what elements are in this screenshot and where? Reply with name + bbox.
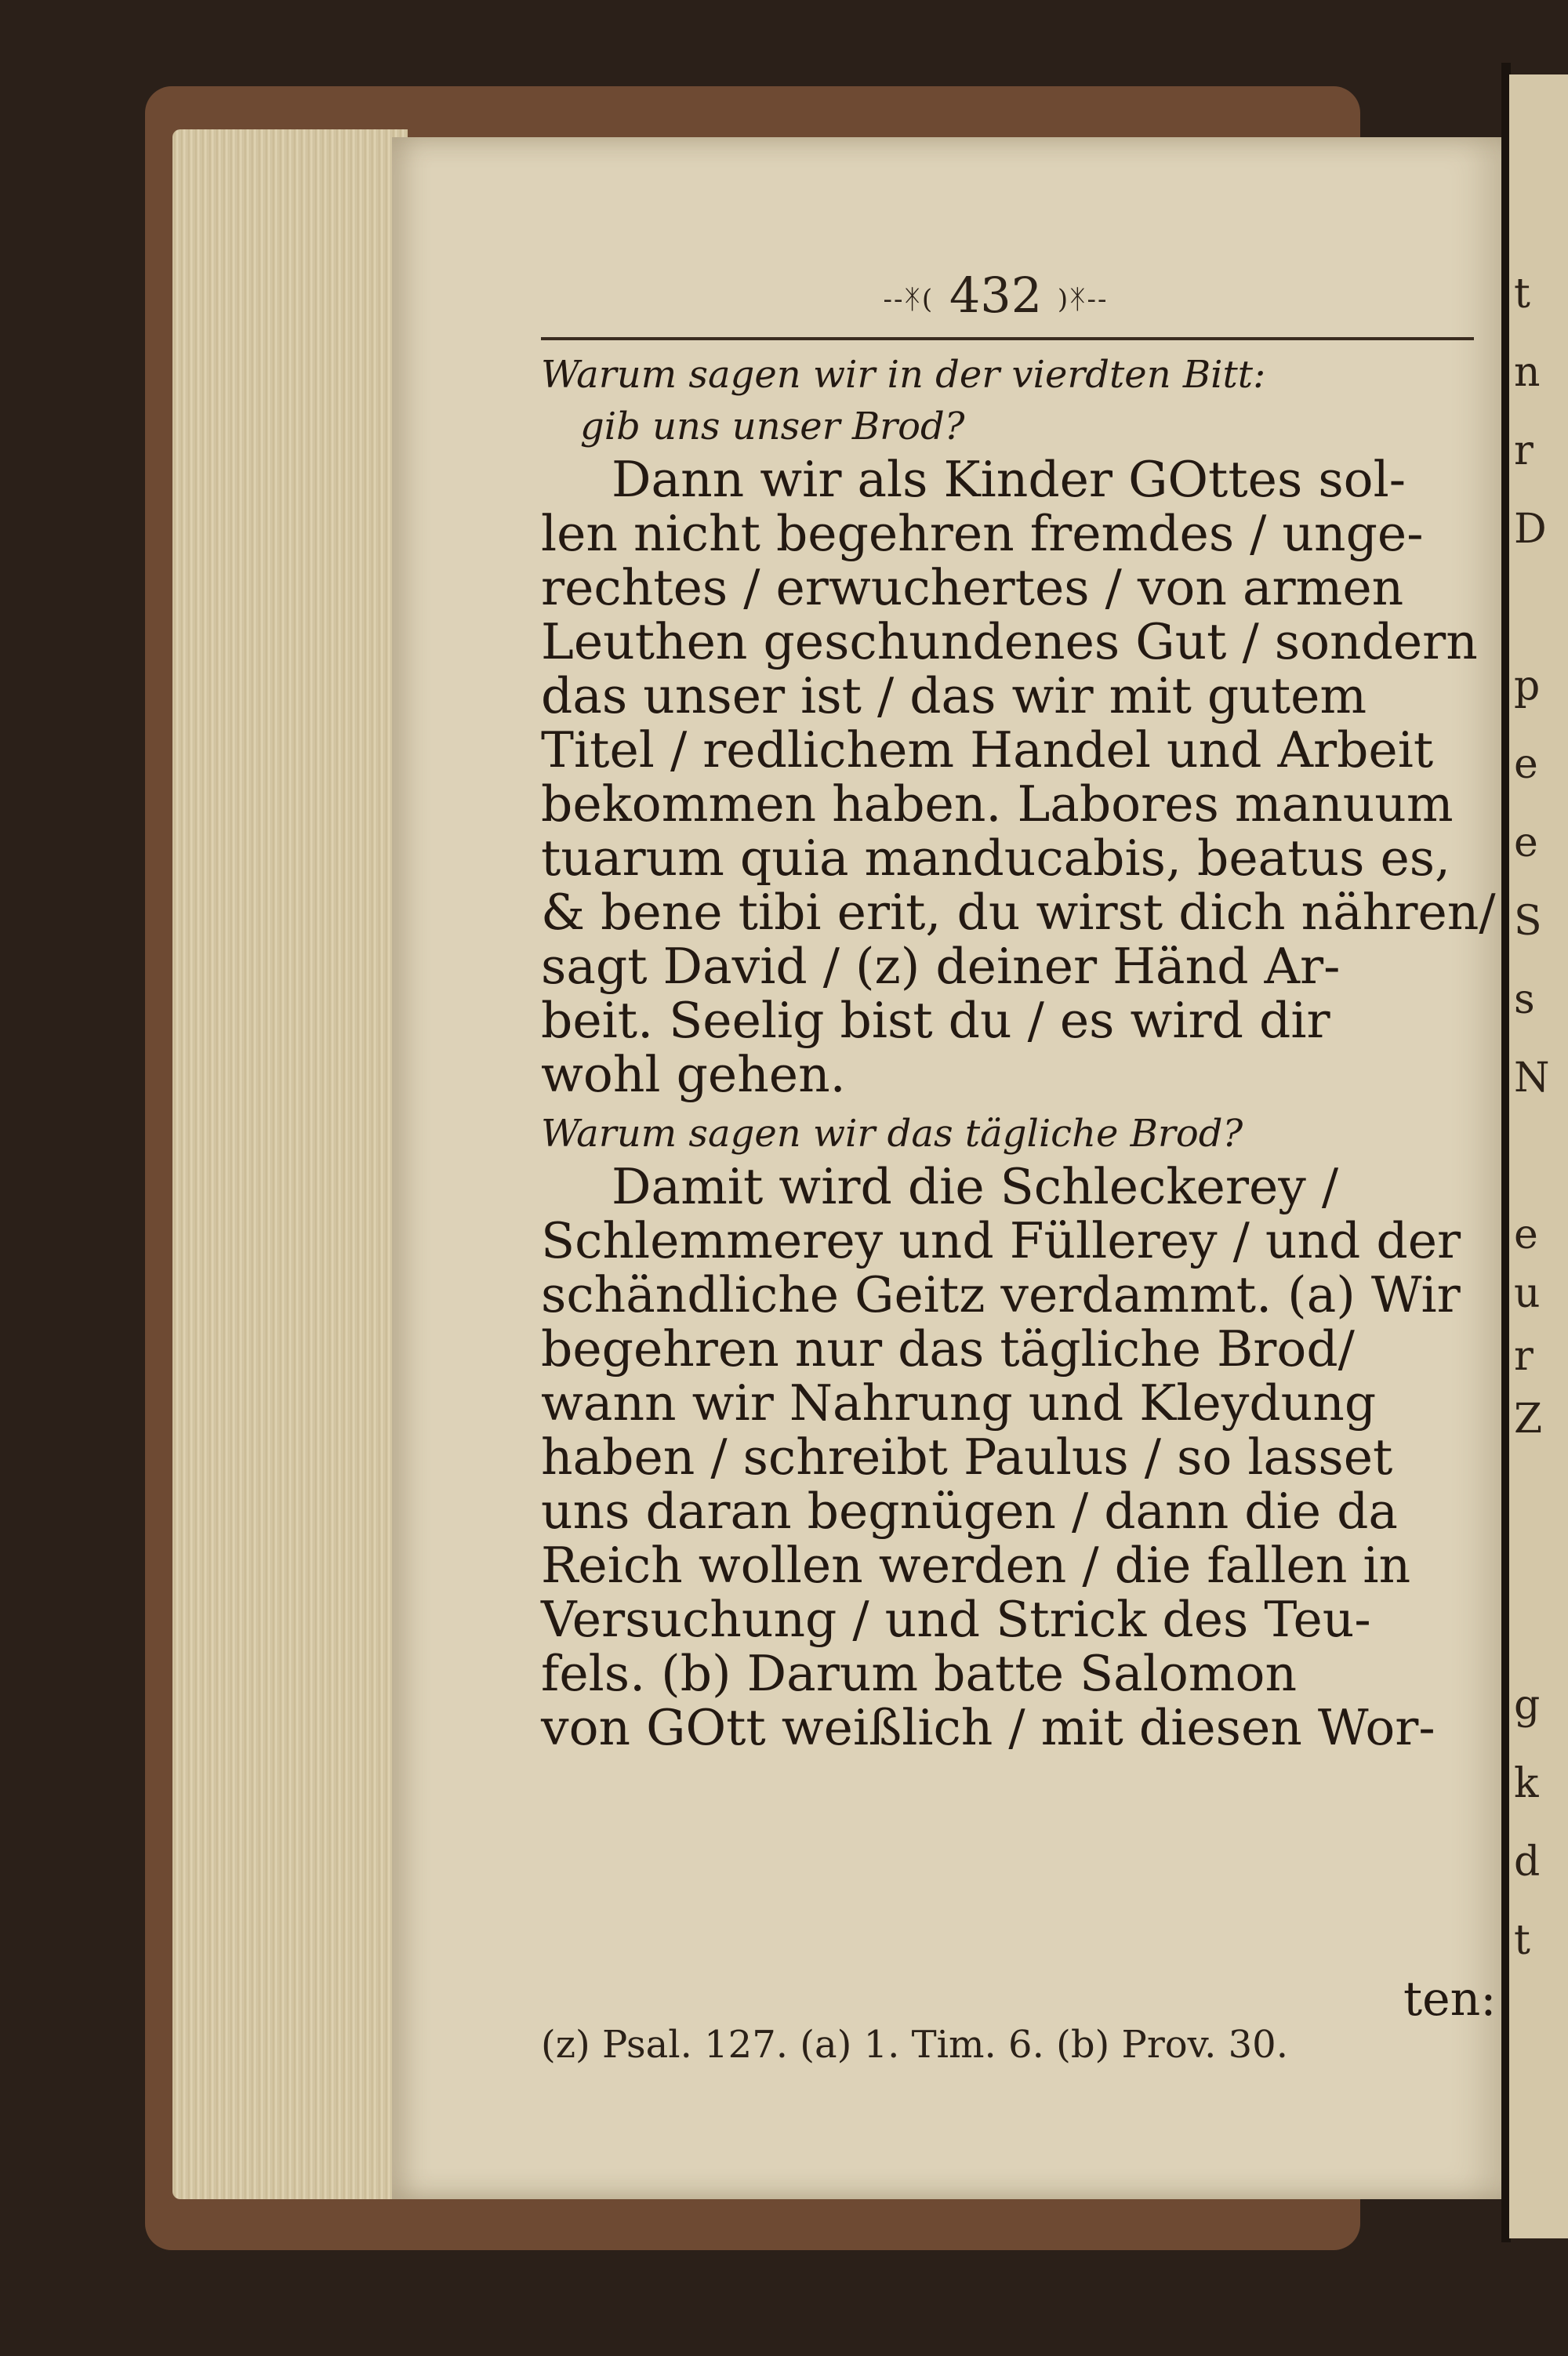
answer-line: uns daran begnügen / dann die da <box>541 1483 1398 1540</box>
facing-page-letter: p <box>1514 663 1541 710</box>
header-ornament-right: )ᛡ-- <box>1057 283 1109 315</box>
answer-line: rechtes / erwuchertes / von armen <box>541 559 1404 616</box>
facing-page-letter: d <box>1514 1839 1541 1886</box>
answer-line: fels. (b) Darum batte Salomon <box>541 1645 1298 1702</box>
facing-page-letter: Z <box>1514 1396 1543 1443</box>
facing-page-letter: e <box>1514 741 1538 788</box>
answer-line: Leuthen geschundenes Gut / sondern <box>541 613 1478 670</box>
facing-page-letter: t <box>1514 1917 1530 1964</box>
facing-page-letter: k <box>1514 1760 1539 1807</box>
question-line: gib uns unser Brod? <box>580 405 965 448</box>
facing-page-letter: S <box>1514 898 1542 945</box>
answer-line: & bene tibi erit, du wirst dich nähren/ <box>541 884 1496 941</box>
answer-line: bekommen haben. Labores manuum <box>541 775 1454 833</box>
page-number: 432 <box>949 267 1043 324</box>
answer-line: len nicht begehren fremdes / unge- <box>541 505 1424 562</box>
facing-page-letter: D <box>1514 506 1547 553</box>
answer-line: haben / schreibt Paulus / so lasset <box>541 1428 1393 1486</box>
facing-page-edge <box>1509 74 1568 2238</box>
facing-page-letter: N <box>1514 1055 1550 1102</box>
question-line: Warum sagen wir das tägliche Brod? <box>541 1112 1243 1156</box>
facing-page-letter: t <box>1514 270 1530 318</box>
answer-line: Titel / redlichem Handel und Arbeit <box>541 721 1434 779</box>
facing-page-letter: e <box>1514 1211 1538 1258</box>
answer-line: Versuchung / und Strick des Teu- <box>541 1591 1371 1648</box>
answer-line: Schlemmerey und Füllerey / und der <box>541 1212 1461 1269</box>
answer-line: begehren nur das tägliche Brod/ <box>541 1320 1355 1378</box>
answer-line: schändliche Geitz verdammt. (a) Wir <box>541 1266 1461 1323</box>
question-line: Warum sagen wir in der vierdten Bitt: <box>541 353 1266 397</box>
answer-line: wohl gehen. <box>541 1046 846 1103</box>
answer-line: wann wir Nahrung und Kleydung <box>541 1374 1377 1432</box>
page-header <box>541 267 1450 324</box>
facing-page-letter: r <box>1514 1333 1534 1380</box>
facing-page-letter: n <box>1514 349 1541 396</box>
footnotes: (z) Psal. 127. (a) 1. Tim. 6. (b) Prov. 30. <box>541 2023 1288 2067</box>
header-ornament-left: --ᛡ( <box>883 283 935 315</box>
answer-line: Dann wir als Kinder GOttes sol- <box>612 451 1406 508</box>
page-body <box>541 349 1496 1756</box>
catchword: ten: <box>1403 1972 1497 2027</box>
header-rule <box>541 337 1474 340</box>
facing-page-letter: g <box>1514 1682 1541 1729</box>
answer-line: von GOtt weißlich / mit diesen Wor- <box>541 1699 1436 1756</box>
facing-page-letter: e <box>1514 819 1538 866</box>
answer-line: Damit wird die Schleckerey / <box>612 1158 1339 1215</box>
facing-page-letter: u <box>1514 1270 1541 1317</box>
answer-line: das unser ist / das wir mit gutem <box>541 667 1367 724</box>
answer-line: tuarum quia manducabis, beatus es, <box>541 830 1451 887</box>
answer-line: Reich wollen werden / die fallen in <box>541 1537 1411 1594</box>
page-edges <box>172 129 408 2199</box>
facing-page-letter: r <box>1514 427 1534 474</box>
answer-line: sagt David / (z) deiner Händ Ar- <box>541 938 1341 995</box>
facing-page-letter: s <box>1514 976 1535 1023</box>
answer-line: beit. Seelig bist du / es wird dir <box>541 992 1330 1049</box>
